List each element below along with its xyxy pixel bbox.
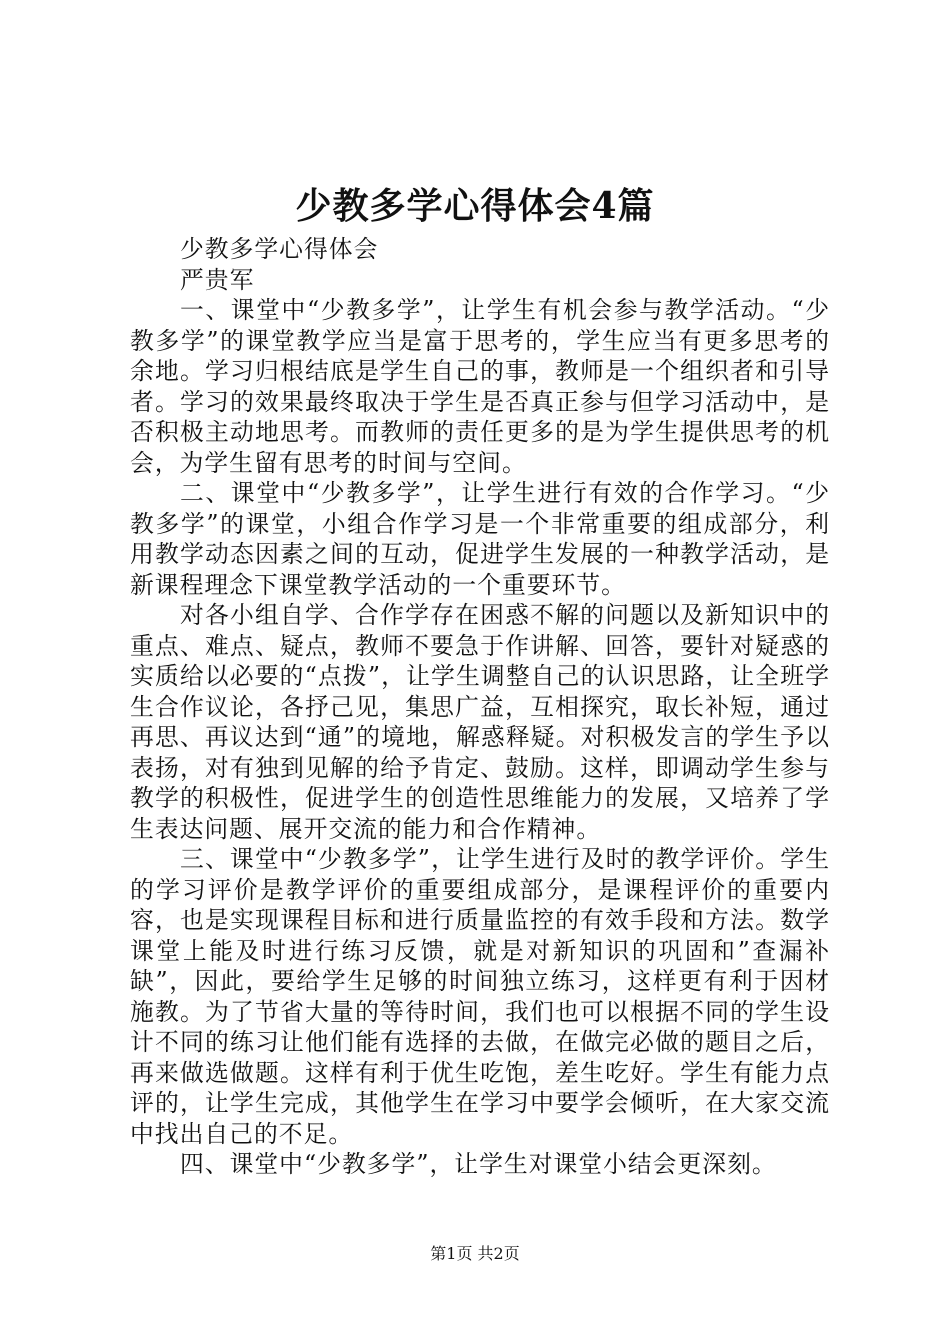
page-number-footer: 第1页 共2页: [430, 1244, 520, 1263]
paragraph-subtitle: 少教多学心得体会: [180, 235, 379, 263]
document-title: 少教多学心得体会4篇: [295, 185, 655, 227]
paragraph-author: 严贵军: [180, 265, 255, 294]
paragraph-section-2: 二、课堂中“少教多学”，让学生进行有效的合作学习。“少教多学”的课堂，小组合作学习是一个非常重要的组成部分，利用教学动态因素之间的互动，促进学生发展的一种教学活动，是新课程理念下课堂教学活动的一个重要环节。: [130, 479, 830, 599]
paragraph-section-3: 三、课堂中“少教多学”，让学生进行及时的教学评价。学生的学习评价是教学评价的重要组成部分，是课程评价的重要内容，也是实现课程目标和进行质量监控的有效手段和方法。数学课堂上能及时进行练习反馈，就是对新知识的巩固和”查漏补缺”，因此，要给学生足够的时间独立练习，这样更有利于因材施教。为了节省大量的等待时间，我们也可以根据不同的学生设计不同的练习让他们能有选择的去做，在做完必做的题目之后，再来做选做题。这样有利于优生吃饱，差生吃好。学生有能力点评的，让学生完成，其他学生在学习中要学会倾听，在大家交流中找出自己的不足。: [130, 845, 830, 1148]
paragraph-section-1: 一、课堂中“少教多学”，让学生有机会参与教学活动。“少教多学”的课堂教学应当是富于思考的，学生应当有更多思考的余地。学习归根结底是学生自己的事，教师是一个组织者和引导者。学习的效果最终取决于学生是否真正参与但学习活动中，是否积极主动地思考。而教师的责任更多的是为学生提供思考的机会，为学生留有思考的时间与空间。: [130, 296, 830, 477]
paragraph-section-2-detail: 对各小组自学、合作学存在困惑不解的问题以及新知识中的重点、难点、疑点，教师不要急于作讲解、回答，要针对疑惑的实质给以必要的“点拨”，让学生调整自己的认识思路，让全班学生合作议论，各抒己见，集思广益，互相探究，取长补短，通过再思、再议达到“通”的境地，解惑释疑。对积极发言的学生予以表扬，对有独到见解的给予肯定、鼓励。这样，即调动学生参与教学的积极性，促进学生的创造性思维能力的发展，又培养了学生表达问题、展开交流的能力和合作精神。: [130, 601, 830, 843]
paragraph-section-4: 四、课堂中“少教多学”，让学生对课堂小结会更深刻。: [180, 1150, 777, 1178]
document-body: [130, 234, 830, 1180]
